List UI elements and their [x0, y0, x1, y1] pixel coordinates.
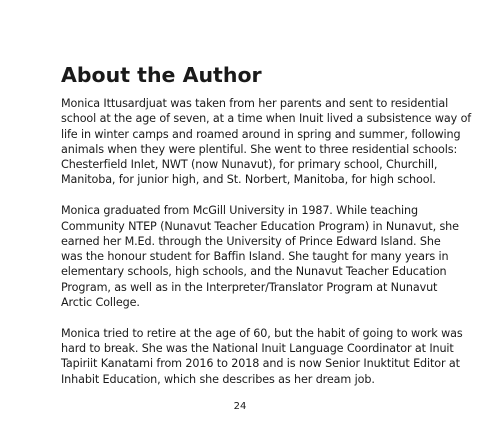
- paragraph-education-career: [61, 203, 459, 310]
- paragraph-childhood: [61, 96, 472, 188]
- text-line: Community NTEP (Nunavut Teacher Education Program) in Nunavut, she: [61, 219, 459, 233]
- text-line: was the honour student for Baffin Island. She taught for many years in: [61, 250, 449, 264]
- text-line: Tapiriit Kanatami from 2016 to 2018 and is now Senior Inuktitut Editor at: [61, 357, 460, 371]
- author-bio: [61, 96, 472, 403]
- text-line: life in winter camps and roamed around in spring and summer, following: [61, 127, 461, 141]
- text-line: Monica tried to retire at the age of 60, but the habit of going to work was: [61, 326, 463, 340]
- text-line: animals when they were plentiful. She went to three residential schools:: [61, 142, 458, 156]
- text-line: Arctic College.: [61, 296, 140, 310]
- text-line: Chesterfield Inlet, NWT (now Nunavut), for primary school, Churchill,: [61, 158, 438, 172]
- page-number: 24: [233, 401, 247, 412]
- text-line: Program, as well as in the Interpreter/Translator Program at Nunavut: [61, 280, 438, 294]
- text-line: Manitoba, for junior high, and St. Norbert, Manitoba, for high school.: [61, 173, 436, 187]
- text-line: Monica graduated from McGill University in 1987. While teaching: [61, 204, 418, 218]
- text-line: elementary schools, high schools, and the Nunavut Teacher Education: [61, 265, 447, 279]
- text-line: school at the age of seven, at a time when Inuit lived a subsistence way of: [61, 112, 472, 126]
- text-line: Monica Ittusardjuat was taken from her parents and sent to residential: [61, 97, 449, 110]
- page-title: About the Author: [61, 63, 262, 87]
- text-line: earned her M.Ed. through the University of Prince Edward Island. She: [61, 234, 441, 248]
- paragraph-current-work: [61, 326, 463, 387]
- text-line: Inhabit Education, which she describes as her dream job.: [61, 372, 375, 386]
- text-line: hard to break. She was the National Inuit Language Coordinator at Inuit: [61, 342, 454, 356]
